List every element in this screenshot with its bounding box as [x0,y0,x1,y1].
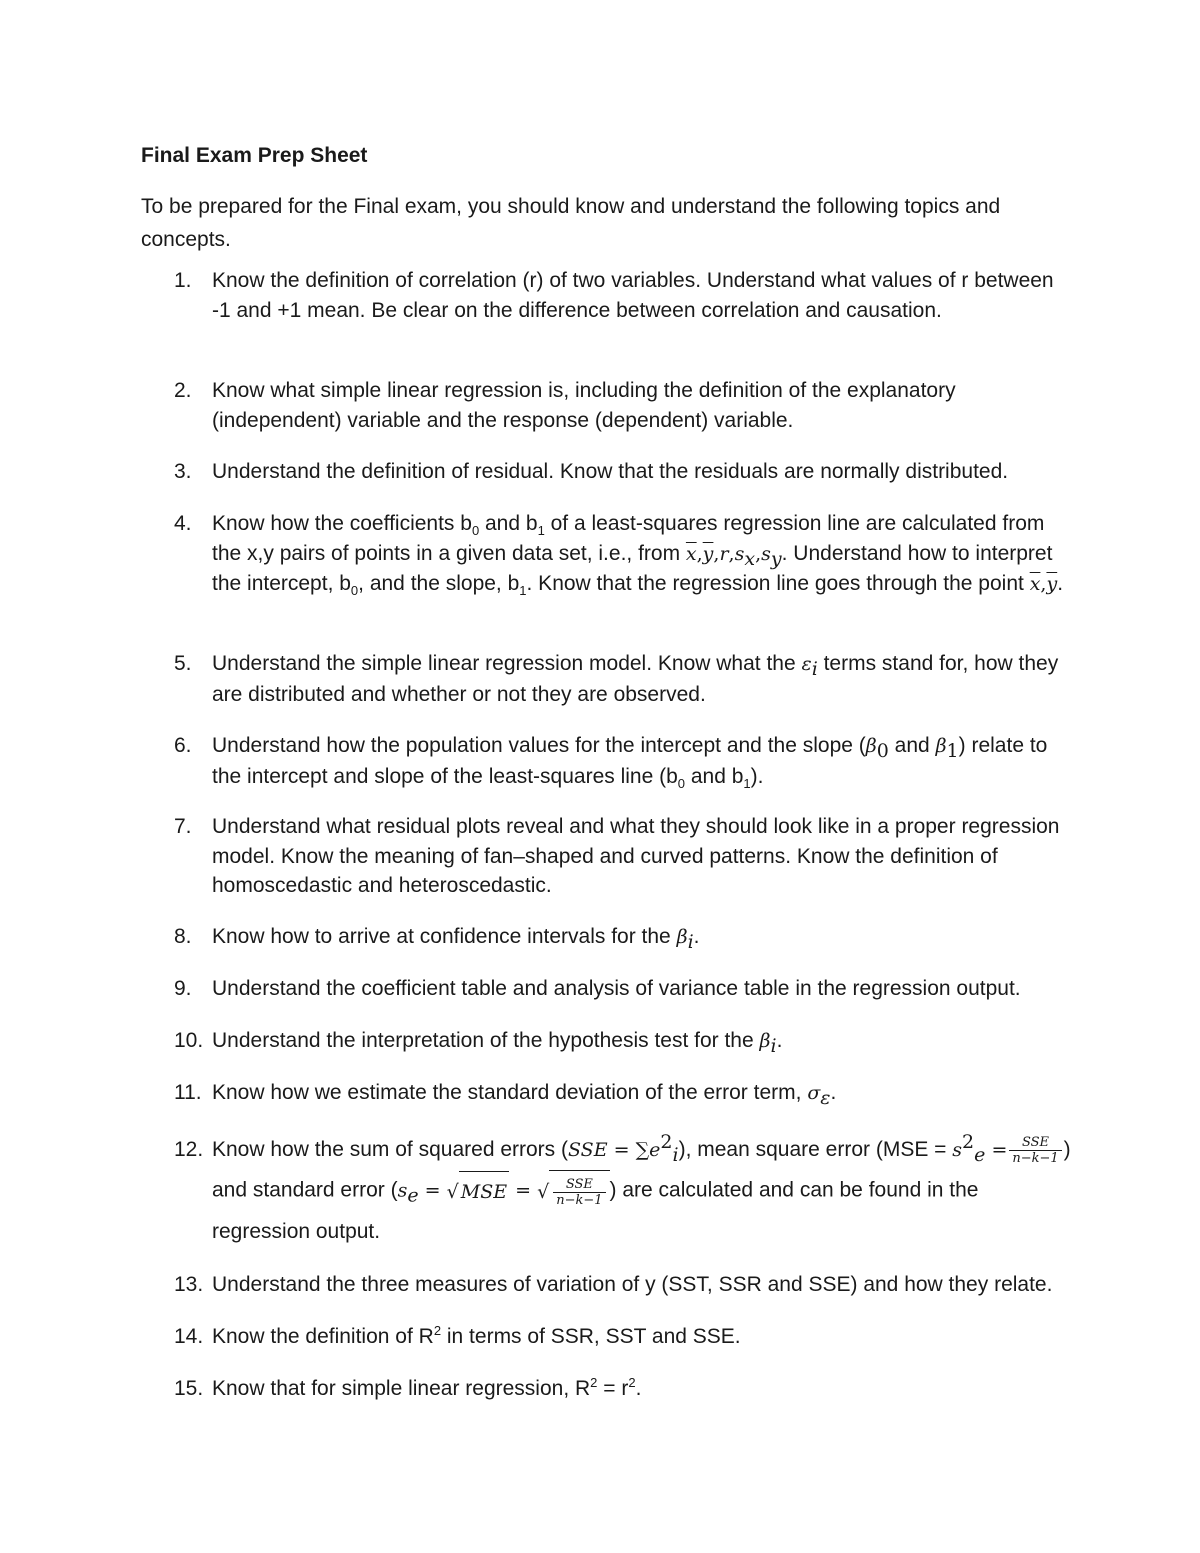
item-text: Understand how the population values for the intercept and the slope ($\beta_0$ and $\beta_1$) relate to the intercept and slope of the least-squares line ($b_0$ and $b_1$). [212,734,1048,791]
item-number: 6. [174,734,192,757]
intro-paragraph: To be prepared for the Final exam, you should know and understand the following topics and concepts. [141,195,1001,251]
item-number: 13. [174,1273,204,1296]
item-number: 1. [174,269,192,292]
item-text: Know that for simple linear regression, $R^2 = r^2$. [212,1375,642,1400]
item-number: 9. [174,977,192,1000]
item-number: 7. [174,815,192,838]
item-number: 10. [174,1029,204,1052]
item-text: Know the definition of $R^2$ in terms of SSR, SST and SSE. [212,1323,741,1348]
item-text: Know how to arrive at confidence intervals for the $\beta_i$. [212,925,700,954]
fraction: $\frac{\text{SSE}}{n-k-1}$ [1009,1135,1061,1166]
item-number: 5. [174,652,192,675]
item-text: Know how the sum of squared errors $(SSE = \sum e^2_i)$, mean square error ($MSE = s^2_e$ = $\frac{\text{SSE}}{n-k-1}$ ) and standard error ($s_e$ = √ MSE = √ $\frac{\text{SSE}}{n-k-1}$ ) are calculated and can be found in the regression output. [212,1131,1071,1243]
item-text: Know how we estimate the standard deviation of the error term, $\sigma_\varepsilon$. [212,1081,837,1110]
item-number: 15. [174,1377,204,1400]
item-text: Understand the definition of residual. Know that the residuals are normally distributed. [212,460,1009,483]
item-number: 12. [174,1138,204,1161]
item-number: 2. [174,379,192,402]
item-text: Understand the three measures of variation of y (SST, SSR and SSE) and how they relate. [212,1273,1053,1296]
item-text: Know what simple linear regression is, including the definition of the explanatory (independent) variable and the response (dependent) variable. [212,379,956,432]
item-number: 4. [174,512,192,535]
square-root: √ MSE [447,1171,509,1212]
item-text: Understand what residual plots reveal and what they should look like in a proper regression model. Know the meaning of fan–shaped and curved patterns. Know the definition of homoscedastic and heteroscedastic. [212,815,1060,897]
item-text: Understand the interpretation of the hypothesis test for the $\beta_i$. [212,1029,783,1058]
item-text: Understand the coefficient table and analysis of variance table in the regression output. [212,977,1021,1000]
item-text: Know how the coefficients $b_0$ and $b_1$ of a least-squares regression line are calculated from the x,y pairs of points in a given data set, i.e., from $\overline{x},\overline{y},r,s_x,s_y$. Understand how to interpret the intercept, $b_0$, and the slope, $b_1$. Know that the regression line goes through the point $\overline{x},\overline{y}$. [212,512,1064,599]
document-title: Final Exam Prep Sheet [141,144,368,167]
item-text: Know the definition of correlation (r) of two variables. Understand what values of r between -1 and +1 mean. Be clear on the difference between correlation and causation. [212,269,1054,322]
item-number: 11. [174,1081,202,1104]
item-text: Understand the simple linear regression model. Know what the $\varepsilon_i$ terms stand for, how they are distributed and whether or not they are observed. [212,652,1059,706]
item-number: 14. [174,1325,204,1348]
item-number: 8. [174,925,192,948]
item-number: 3. [174,460,192,483]
square-root: √ $\frac{\text{SSE}}{n-k-1}$ [537,1170,609,1212]
